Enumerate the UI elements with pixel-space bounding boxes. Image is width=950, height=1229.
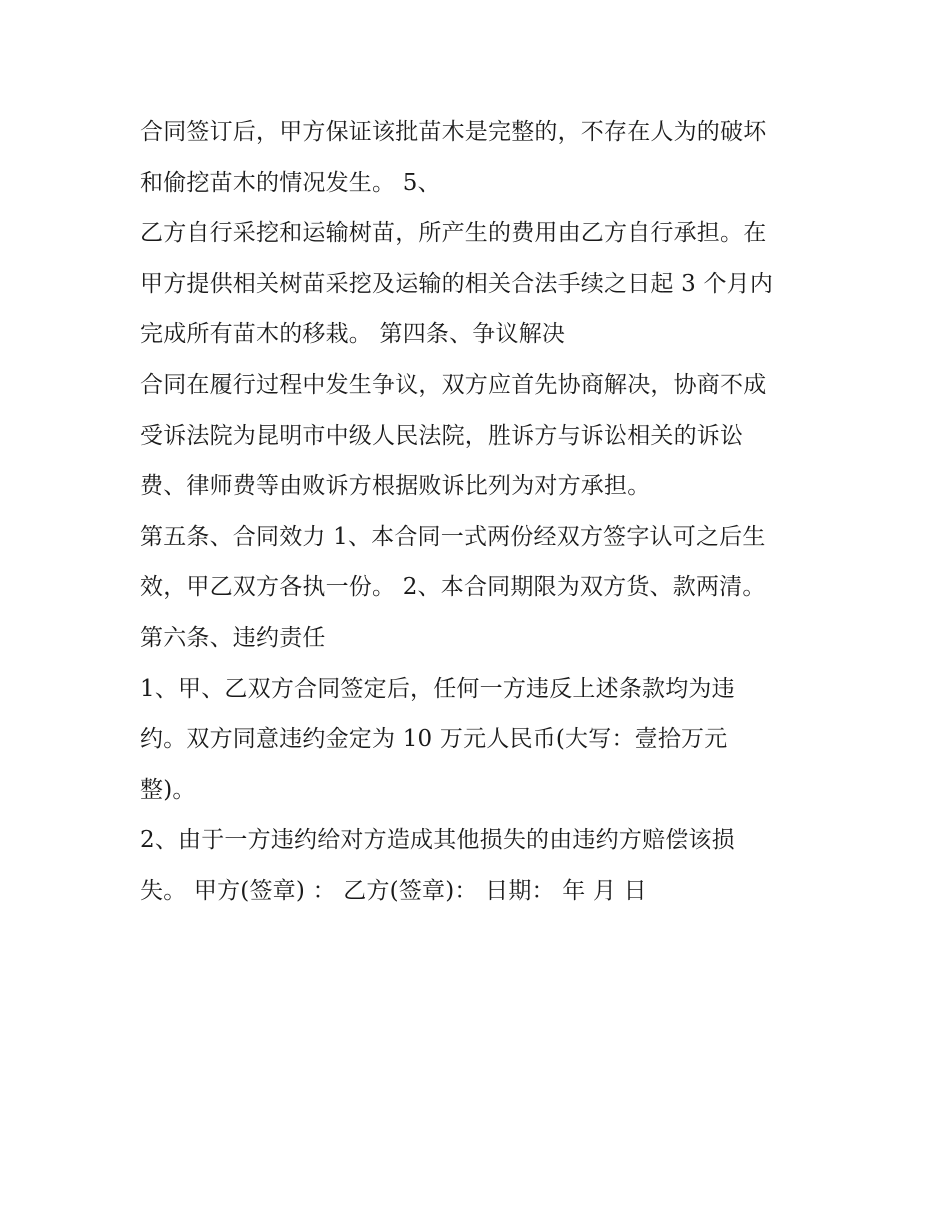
text-line: 甲方提供相关树苗采挖及运输的相关合法手续之日起 3 个月内 [140, 270, 774, 297]
text-line: 受诉法院为昆明市中级人民法院，胜诉方与诉讼相关的诉讼 [140, 422, 744, 449]
text-line: 完成所有苗木的移栽。 第四条、争议解决 [140, 321, 566, 348]
text-line: 乙方自行采挖和运输树苗，所产生的费用由乙方自行承担。在 [140, 220, 767, 247]
text-line: 第六条、违约责任 [140, 624, 326, 651]
text-line: 约。双方同意违约金定为 10 万元人民币(大写：壹拾万元 [140, 726, 728, 753]
text-line: 2、由于一方违约给对方造成其他损失的由违约方赔偿该损 [140, 827, 735, 854]
text-line: 1、甲、乙双方合同签定后，任何一方违反上述条款均为违 [140, 675, 735, 702]
text-line: 费、律师费等由败诉方根据败诉比列为对方承担。 [140, 473, 651, 500]
text-line: 效，甲乙双方各执一份。 2、本合同期限为双方货、款两清。 [140, 574, 766, 601]
contract-text [140, 107, 820, 917]
text-line: 失。 甲方(签章) ： 乙方(签章)： 日期： 年 月 日 [140, 877, 647, 904]
text-line: 整)。 [140, 776, 196, 803]
text-line: 合同签订后，甲方保证该批苗木是完整的，不存在人为的破坏 [140, 119, 767, 145]
text-line: 和偷挖苗木的情况发生。 5、 [140, 169, 441, 196]
text-line: 第五条、合同效力 1、本合同一式两份经双方签字认可之后生 [140, 523, 766, 550]
text-line: 合同在履行过程中发生争议，双方应首先协商解决，协商不成 [140, 371, 767, 398]
